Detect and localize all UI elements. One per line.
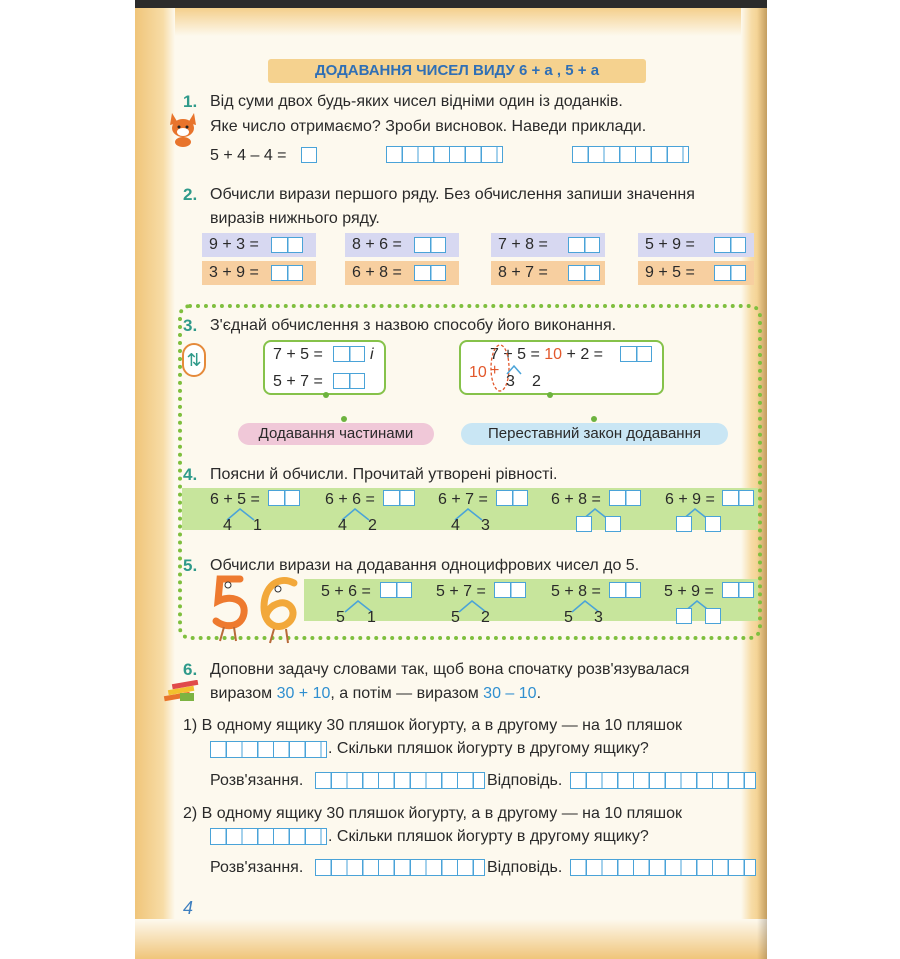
task-4-split-3-right: 3: [481, 517, 490, 534]
task-4-answer-box[interactable]: [268, 490, 300, 506]
task-5-answer-box[interactable]: [722, 582, 754, 598]
task-3-card-1-and: і: [370, 346, 374, 363]
task-6-line-1: Доповни задачу словами так, щоб вона спочатку розв'язувалася: [210, 661, 690, 678]
task-3-card-2-part-a: 7 + 5 =: [490, 346, 540, 363]
task-5-expression-1: 5 + 6 =: [321, 583, 371, 600]
task-4-split-box[interactable]: [576, 516, 592, 532]
task-4-answer-box[interactable]: [496, 490, 528, 506]
task-3-card-2-plus: +: [490, 362, 500, 379]
task-2-expression: 8 + 6 =: [352, 236, 402, 253]
task-5-expression-3: 5 + 8 =: [551, 583, 601, 600]
task-5-answer-box[interactable]: [494, 582, 526, 598]
task-4-text: Поясни й обчисли. Прочитай утворені рівності.: [210, 466, 558, 483]
task-3-card-1-line-2: 5 + 7 =: [273, 373, 323, 390]
task-6-problem-2-answer-boxes[interactable]: [570, 859, 756, 876]
task-1-example-1-boxes[interactable]: [386, 146, 503, 163]
task-5-expression-2: 5 + 7 =: [436, 583, 486, 600]
task-4-answer-box[interactable]: [609, 490, 641, 506]
task-6-number: 6.: [183, 660, 198, 679]
task-5-number: 5.: [183, 556, 198, 575]
task-3-card-2-part-b: 10: [544, 346, 563, 363]
task-3-card-1-line-1: 7 + 5 =: [273, 346, 323, 363]
task-5-split-box[interactable]: [676, 608, 692, 624]
task-4-decomposition-branches: [182, 505, 758, 521]
task-6-line-2-a: виразом: [210, 685, 273, 702]
connect-icon: ⇅: [182, 343, 206, 377]
task-2-expression: 5 + 9 =: [645, 236, 695, 253]
task-4-split-box[interactable]: [705, 516, 721, 532]
task-4-split-2-left: 4: [338, 517, 347, 534]
task-5-split-box[interactable]: [705, 608, 721, 624]
page-number: 4: [183, 898, 194, 918]
task-5-split-1-right: 1: [367, 609, 376, 626]
task-6-problem-2-solution-boxes[interactable]: [315, 859, 485, 876]
task-2-expression: 9 + 3 =: [209, 236, 259, 253]
task-2-number: 2.: [183, 185, 198, 204]
task-2-expression: 3 + 9 =: [209, 264, 259, 281]
task-2-answer-box[interactable]: [714, 237, 746, 253]
task-2-answer-box[interactable]: [568, 237, 600, 253]
task-6-problem-1-answer-label: Відповідь.: [487, 772, 563, 789]
task-3-card-2-split-right: 2: [532, 373, 541, 390]
task-3-card-2-split-left: 3: [506, 373, 515, 390]
task-1-line-2: Яке число отримаємо? Зроби висновок. Наведи приклади.: [210, 118, 647, 135]
task-3-pill-2-connector-dot[interactable]: [591, 416, 597, 422]
task-4-answer-box[interactable]: [722, 490, 754, 506]
task-4-answer-box[interactable]: [383, 490, 415, 506]
task-1-expression: [210, 147, 287, 165]
task-3-card-2-ten: 10: [469, 364, 487, 381]
task-5-answer-box[interactable]: [380, 582, 412, 598]
lesson-title: ДОДАВАННЯ ЧИСЕЛ ВИДУ 6 + a , 5 + a: [314, 62, 600, 79]
task-4-split-3-left: 4: [451, 517, 460, 534]
task-1-expression-text: 5 + 4 – 4 =: [210, 147, 287, 164]
task-5-split-3-right: 3: [594, 609, 603, 626]
task-2-line-1: Обчисли вирази першого ряду. Без обчислення запиши значення: [210, 186, 695, 203]
task-1-number: 1.: [183, 92, 198, 111]
task-3-card-2-connector-dot[interactable]: [547, 392, 553, 398]
task-1-answer-box[interactable]: [301, 147, 317, 163]
task-6-problem-2-word-boxes[interactable]: [210, 828, 327, 845]
task-2-answer-box[interactable]: [414, 265, 446, 281]
task-4-split-box[interactable]: [676, 516, 692, 532]
method-label-commutative[interactable]: Переставний закон додавання: [461, 423, 728, 445]
task-3-text: З'єднай обчислення з назвою способу його виконання.: [210, 317, 617, 334]
task-6-problem-2-line-2: . Скільки пляшок йогурту в другому ящику?: [328, 828, 649, 845]
task-6-line-2-e: .: [536, 685, 542, 702]
task-5-split-2-right: 2: [481, 609, 490, 626]
task-5-text: Обчисли вирази на додавання одноцифрових чисел до 5.: [210, 557, 640, 574]
task-6-problem-2-solution-label: Розв'язання.: [210, 859, 304, 876]
task-2-answer-box[interactable]: [271, 265, 303, 281]
task-2-expression: 8 + 7 =: [498, 264, 548, 281]
task-6-line-2-c: , а потім — виразом: [330, 685, 479, 702]
page-border-left: [135, 8, 175, 959]
task-3-pill-1-connector-dot[interactable]: [341, 416, 347, 422]
task-1-line-1: Від суми двох будь-яких чисел відніми один із доданків.: [210, 93, 623, 110]
task-4-number: 4.: [183, 465, 198, 484]
task-6-problem-1-word-boxes[interactable]: [210, 741, 327, 758]
task-4-expression-2: 6 + 6 =: [325, 491, 375, 508]
method-label-parts[interactable]: Додавання частинами: [238, 423, 434, 445]
task-2-expression: 7 + 8 =: [498, 236, 548, 253]
page-border-top: [135, 8, 767, 36]
lesson-title-banner: [268, 59, 646, 83]
task-2-answer-box[interactable]: [414, 237, 446, 253]
pencils-icon: [162, 680, 202, 702]
task-6-expression-sum: 30 + 10: [276, 685, 331, 702]
page-top-edge: [135, 0, 767, 8]
task-2-answer-box[interactable]: [271, 237, 303, 253]
task-6-problem-1-answer-boxes[interactable]: [570, 772, 756, 789]
task-4-split-1-left: 4: [223, 517, 232, 534]
task-6-problem-1-line-2: . Скільки пляшок йогурту в другому ящику?: [328, 740, 649, 757]
task-4-split-2-right: 2: [368, 517, 377, 534]
task-6-problem-1-solution-label: Розв'язання.: [210, 772, 304, 789]
task-6-problem-2-answer-label: Відповідь.: [487, 859, 563, 876]
task-5-split-2-left: 5: [451, 609, 460, 626]
task-3-card-2-part-c: + 2 =: [566, 346, 604, 363]
task-4-split-1-right: 1: [253, 517, 262, 534]
task-6-problem-2-line-1: 2) В одному ящику 30 пляшок йогурту, а в другому — на 10 пляшок: [183, 805, 682, 822]
task-4-split-box[interactable]: [605, 516, 621, 532]
task-3-answer-box[interactable]: [620, 346, 652, 362]
task-6-problem-1-line-1: 1) В одному ящику 30 пляшок йогурту, а в другому — на 10 пляшок: [183, 717, 682, 734]
digits-5-6-illustration: [208, 573, 304, 645]
task-1-example-2-boxes[interactable]: [572, 146, 689, 163]
task-2-answer-box[interactable]: [714, 265, 746, 281]
task-5-expression-4: 5 + 9 =: [664, 583, 714, 600]
task-2-line-2: виразів нижнього ряду.: [210, 210, 380, 227]
task-3-answer-box[interactable]: [333, 346, 365, 362]
task-2-expression: 9 + 5 =: [645, 264, 695, 281]
task-4-expression-4: 6 + 8 =: [551, 491, 601, 508]
task-4-expression-5: 6 + 9 =: [665, 491, 715, 508]
task-6-expression-difference: 30 – 10: [483, 685, 537, 702]
task-3-number: 3.: [183, 316, 198, 335]
task-6-line-2: [210, 685, 541, 703]
page-border-bottom: [135, 919, 767, 959]
task-5-answer-box[interactable]: [609, 582, 641, 598]
task-3-card-1-connector-dot[interactable]: [323, 392, 329, 398]
task-4-expression-1: 6 + 5 =: [210, 491, 260, 508]
task-2-answer-box[interactable]: [568, 265, 600, 281]
task-4-expression-3: 6 + 7 =: [438, 491, 488, 508]
task-6-problem-1-solution-boxes[interactable]: [315, 772, 485, 789]
task-5-split-3-left: 5: [564, 609, 573, 626]
fox-icon: [168, 111, 198, 147]
task-3-answer-box[interactable]: [333, 373, 365, 389]
task-5-split-1-left: 5: [336, 609, 345, 626]
task-2-expression: 6 + 8 =: [352, 264, 402, 281]
